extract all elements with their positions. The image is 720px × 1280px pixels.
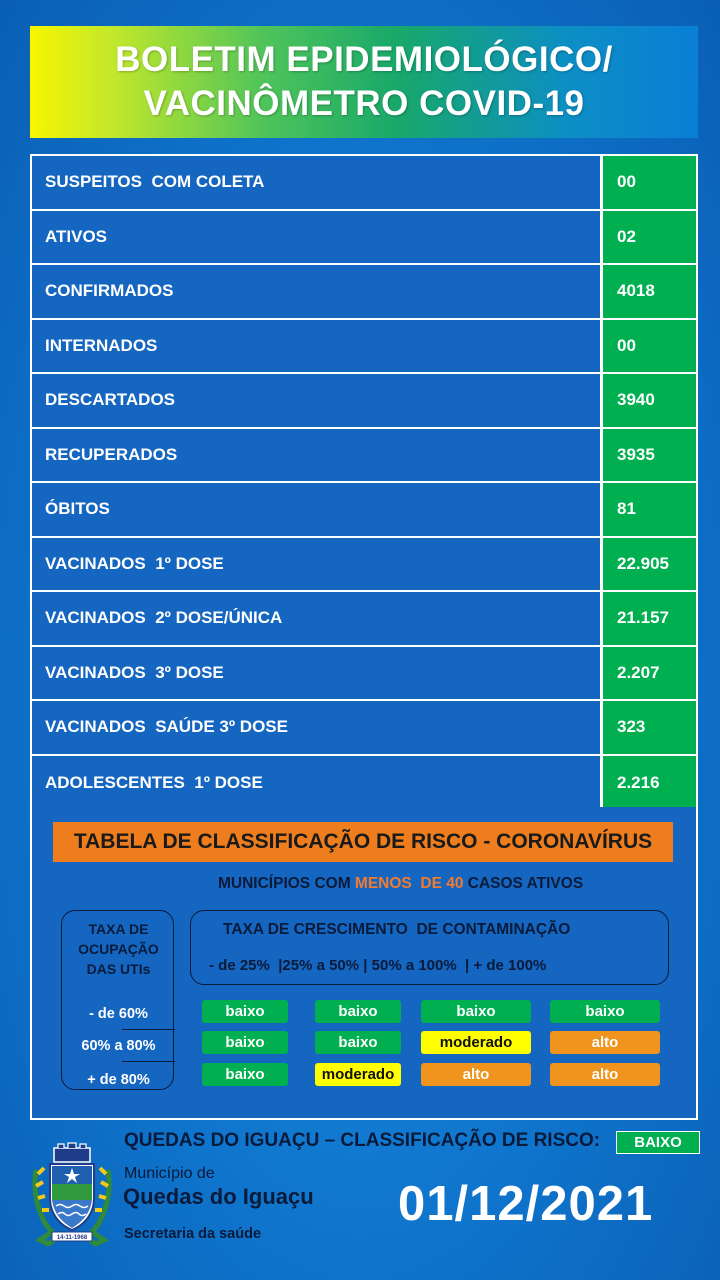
header-title-line1: BOLETIM EPIDEMIOLÓGICO/ [115,40,613,79]
uti-title-line: OCUPAÇÃO [78,941,159,957]
bulletin-header [30,26,698,138]
stat-label: ADOLESCENTES 1º DOSE [32,756,603,811]
uti-title-line: TAXA DE [88,921,149,937]
growth-ranges: - de 25% |25% a 50% | 50% a 100% | + de 100% [209,957,547,974]
uti-title [62,919,175,979]
stat-row [32,156,696,211]
stat-value: 00 [603,156,696,209]
risk-cell-baixo: baixo [315,1031,401,1054]
risk-cell-baixo: baixo [202,1000,288,1023]
risk-subtitle-pre: MUNICÍPIOS COM [218,875,355,892]
stat-value: 00 [603,320,696,373]
growth-rate-box [190,910,669,985]
stat-label: INTERNADOS [32,320,603,373]
stat-row [32,592,696,647]
risk-cell-baixo: baixo [202,1063,288,1086]
uti-row-low: - de 60% [89,1006,148,1022]
stat-label: RECUPERADOS [32,429,603,482]
municipio-label: Município de [124,1165,215,1182]
risk-table-title: TABELA DE CLASSIFICAÇÃO DE RISCO - CORONAVÍRUS [53,822,673,862]
uti-row-mid: 60% a 80% [81,1038,156,1054]
uti-divider [122,1029,175,1030]
stat-value: 2.207 [603,647,696,700]
header-title-line2: VACINÔMETRO COVID-19 [143,84,585,123]
stat-value: 81 [603,483,696,536]
stat-row [32,429,696,484]
stat-label: SUSPEITOS COM COLETA [32,156,603,209]
uti-title-line: DAS UTIs [86,961,151,977]
stat-row [32,756,696,811]
stat-label: VACINADOS 2º DOSE/ÚNICA [32,592,603,645]
crest-date-text: 14-11-1968 [56,1235,88,1241]
risk-cell-moderado: moderado [315,1063,401,1086]
classification-label: QUEDAS DO IGUAÇU – CLASSIFICAÇÃO DE RISCO: [124,1130,601,1151]
stats-table [30,154,698,812]
growth-title: TAXA DE CRESCIMENTO DE CONTAMINAÇÃO [223,921,571,938]
stat-label: ATIVOS [32,211,603,264]
uti-divider [122,1061,175,1062]
stat-label: ÓBITOS [32,483,603,536]
stat-value: 3940 [603,374,696,427]
risk-cell-baixo: baixo [202,1031,288,1054]
stat-value: 2.216 [603,756,696,811]
municipio-name: Quedas do Iguaçu [123,1184,314,1209]
stat-row [32,211,696,266]
stat-row [32,701,696,756]
secretaria-label: Secretaria da saúde [124,1226,262,1242]
risk-subtitle [218,875,583,893]
stat-label: CONFIRMADOS [32,265,603,318]
stat-value: 21.157 [603,592,696,645]
risk-cell-alto: alto [550,1063,660,1086]
uti-occupancy-box [61,910,174,1090]
stat-row [32,374,696,429]
stat-row [32,538,696,593]
risk-cell-alto: alto [550,1031,660,1054]
risk-cell-baixo: baixo [421,1000,531,1023]
stat-value: 22.905 [603,538,696,591]
stat-label: VACINADOS 3º DOSE [32,647,603,700]
risk-cell-baixo: baixo [550,1000,660,1023]
stat-label: VACINADOS SAÚDE 3º DOSE [32,701,603,754]
stat-label: VACINADOS 1º DOSE [32,538,603,591]
stat-value: 02 [603,211,696,264]
stat-row [32,483,696,538]
stat-value: 4018 [603,265,696,318]
risk-classification-panel [30,807,698,1120]
stat-row [32,265,696,320]
uti-row-high: + de 80% [87,1072,150,1088]
risk-subtitle-post: CASOS ATIVOS [463,875,584,892]
stat-row [32,647,696,702]
stat-row [32,320,696,375]
bulletin-date: 01/12/2021 [398,1177,654,1231]
risk-subtitle-highlight: MENOS DE 40 [354,875,464,892]
municipal-crest-icon [30,1140,114,1248]
risk-cell-moderado: moderado [421,1031,531,1054]
risk-cell-baixo: baixo [315,1000,401,1023]
risk-cell-alto: alto [421,1063,531,1086]
stat-value: 323 [603,701,696,754]
stat-label: DESCARTADOS [32,374,603,427]
classification-badge: BAIXO [616,1131,700,1154]
stat-value: 3935 [603,429,696,482]
